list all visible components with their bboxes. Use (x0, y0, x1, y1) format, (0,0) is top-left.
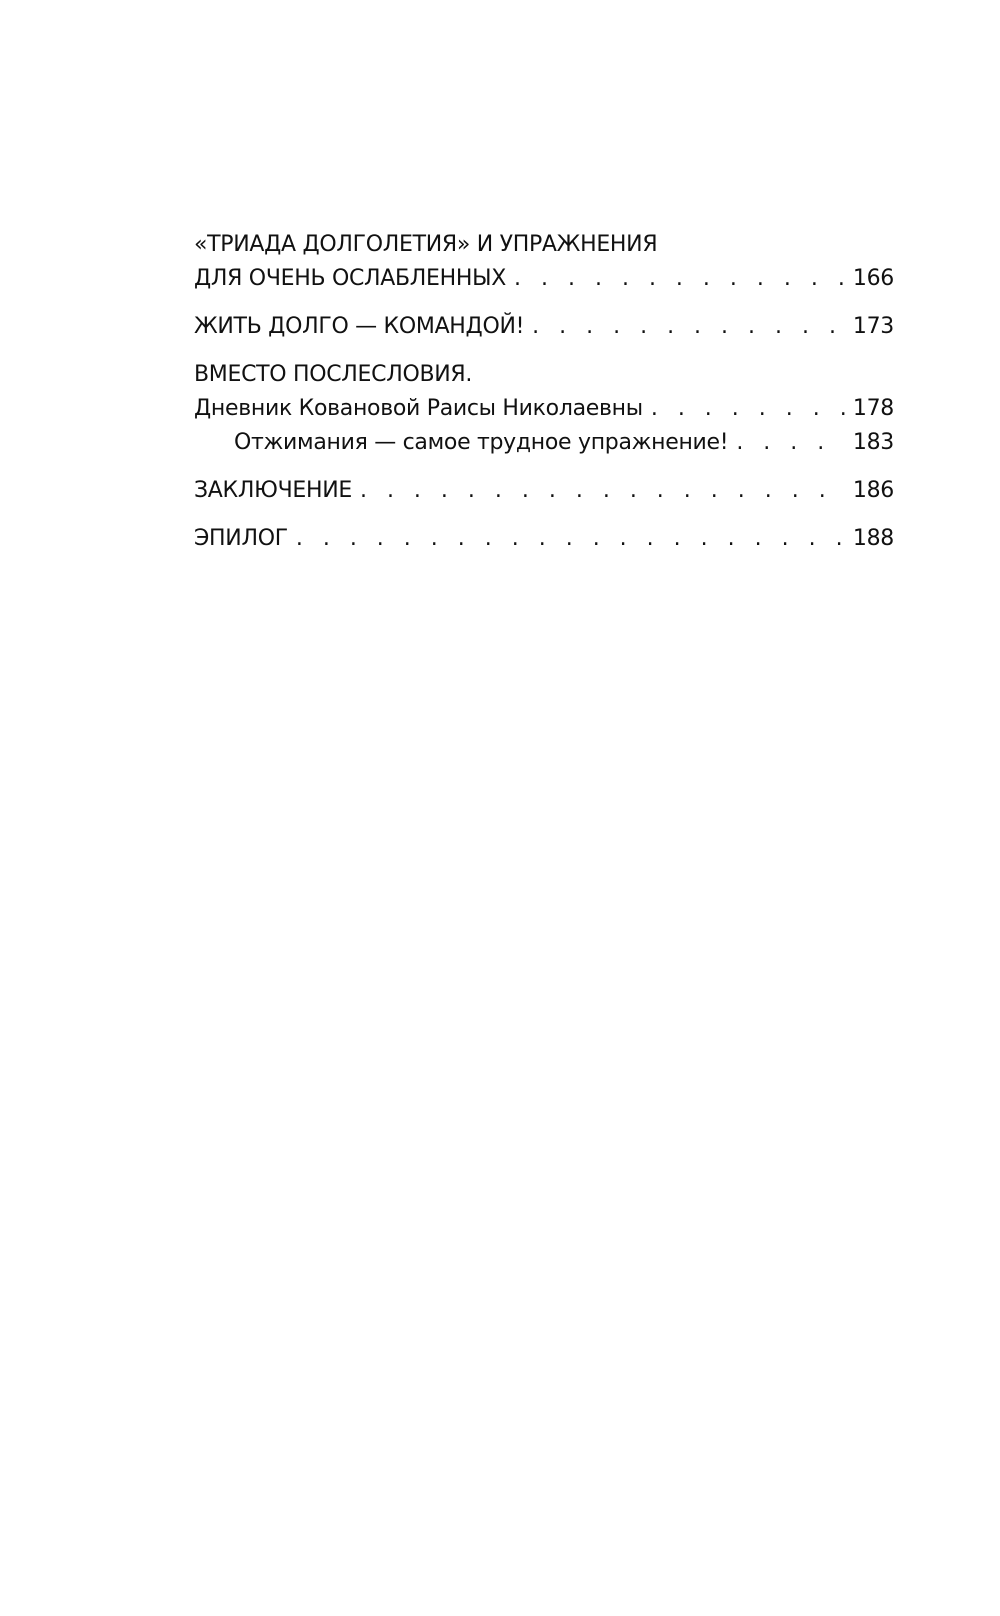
toc-entry-line (194, 262, 894, 296)
toc-entry-line (194, 228, 894, 262)
toc-entry-line (194, 392, 894, 426)
toc-entry-title-continued: ДЛЯ ОЧЕНЬ ОСЛАБЛЕННЫХ (194, 266, 507, 291)
toc-entry-triad[interactable] (194, 228, 894, 296)
dot-leader (532, 310, 845, 344)
toc-entry-conclusion[interactable] (194, 474, 894, 508)
toc-entry-line (194, 358, 894, 392)
toc-entry-title-continued: Дневник Ковановой Раисы Николаевны (194, 396, 643, 421)
dot-leader (736, 426, 845, 460)
dot-leader (514, 262, 845, 296)
toc-entry-title: ВМЕСТО ПОСЛЕСЛОВИЯ. (194, 362, 473, 387)
toc-entry-line (194, 426, 894, 460)
toc-page-number: 166 (852, 266, 894, 291)
toc-entry-line (194, 522, 894, 556)
toc-entry-title: «ТРИАДА ДОЛГОЛЕТИЯ» И УПРАЖНЕНИЯ (194, 232, 658, 257)
dot-leader (360, 474, 845, 508)
table-of-contents (194, 228, 894, 556)
toc-page-number: 183 (852, 430, 894, 455)
toc-page-number: 188 (852, 526, 894, 551)
toc-entry-afterword[interactable] (194, 358, 894, 426)
toc-entry-title: Отжимания — самое трудное упражнение! (234, 430, 729, 455)
toc-page-number: 178 (852, 396, 894, 421)
toc-entry-line (194, 310, 894, 344)
toc-page-number: 173 (852, 314, 894, 339)
toc-entry-title: ЖИТЬ ДОЛГО — КОМАНДОЙ! (194, 314, 525, 339)
toc-page-number: 186 (852, 478, 894, 503)
toc-entry-title: ЭПИЛОГ (194, 526, 288, 551)
dot-leader (651, 392, 845, 426)
toc-entry-pushups[interactable] (194, 426, 894, 460)
toc-entry-epilogue[interactable] (194, 522, 894, 556)
toc-entry-title: ЗАКЛЮЧЕНИЕ (194, 478, 352, 503)
toc-entry-team[interactable] (194, 310, 894, 344)
dot-leader (296, 522, 845, 556)
toc-entry-line (194, 474, 894, 508)
